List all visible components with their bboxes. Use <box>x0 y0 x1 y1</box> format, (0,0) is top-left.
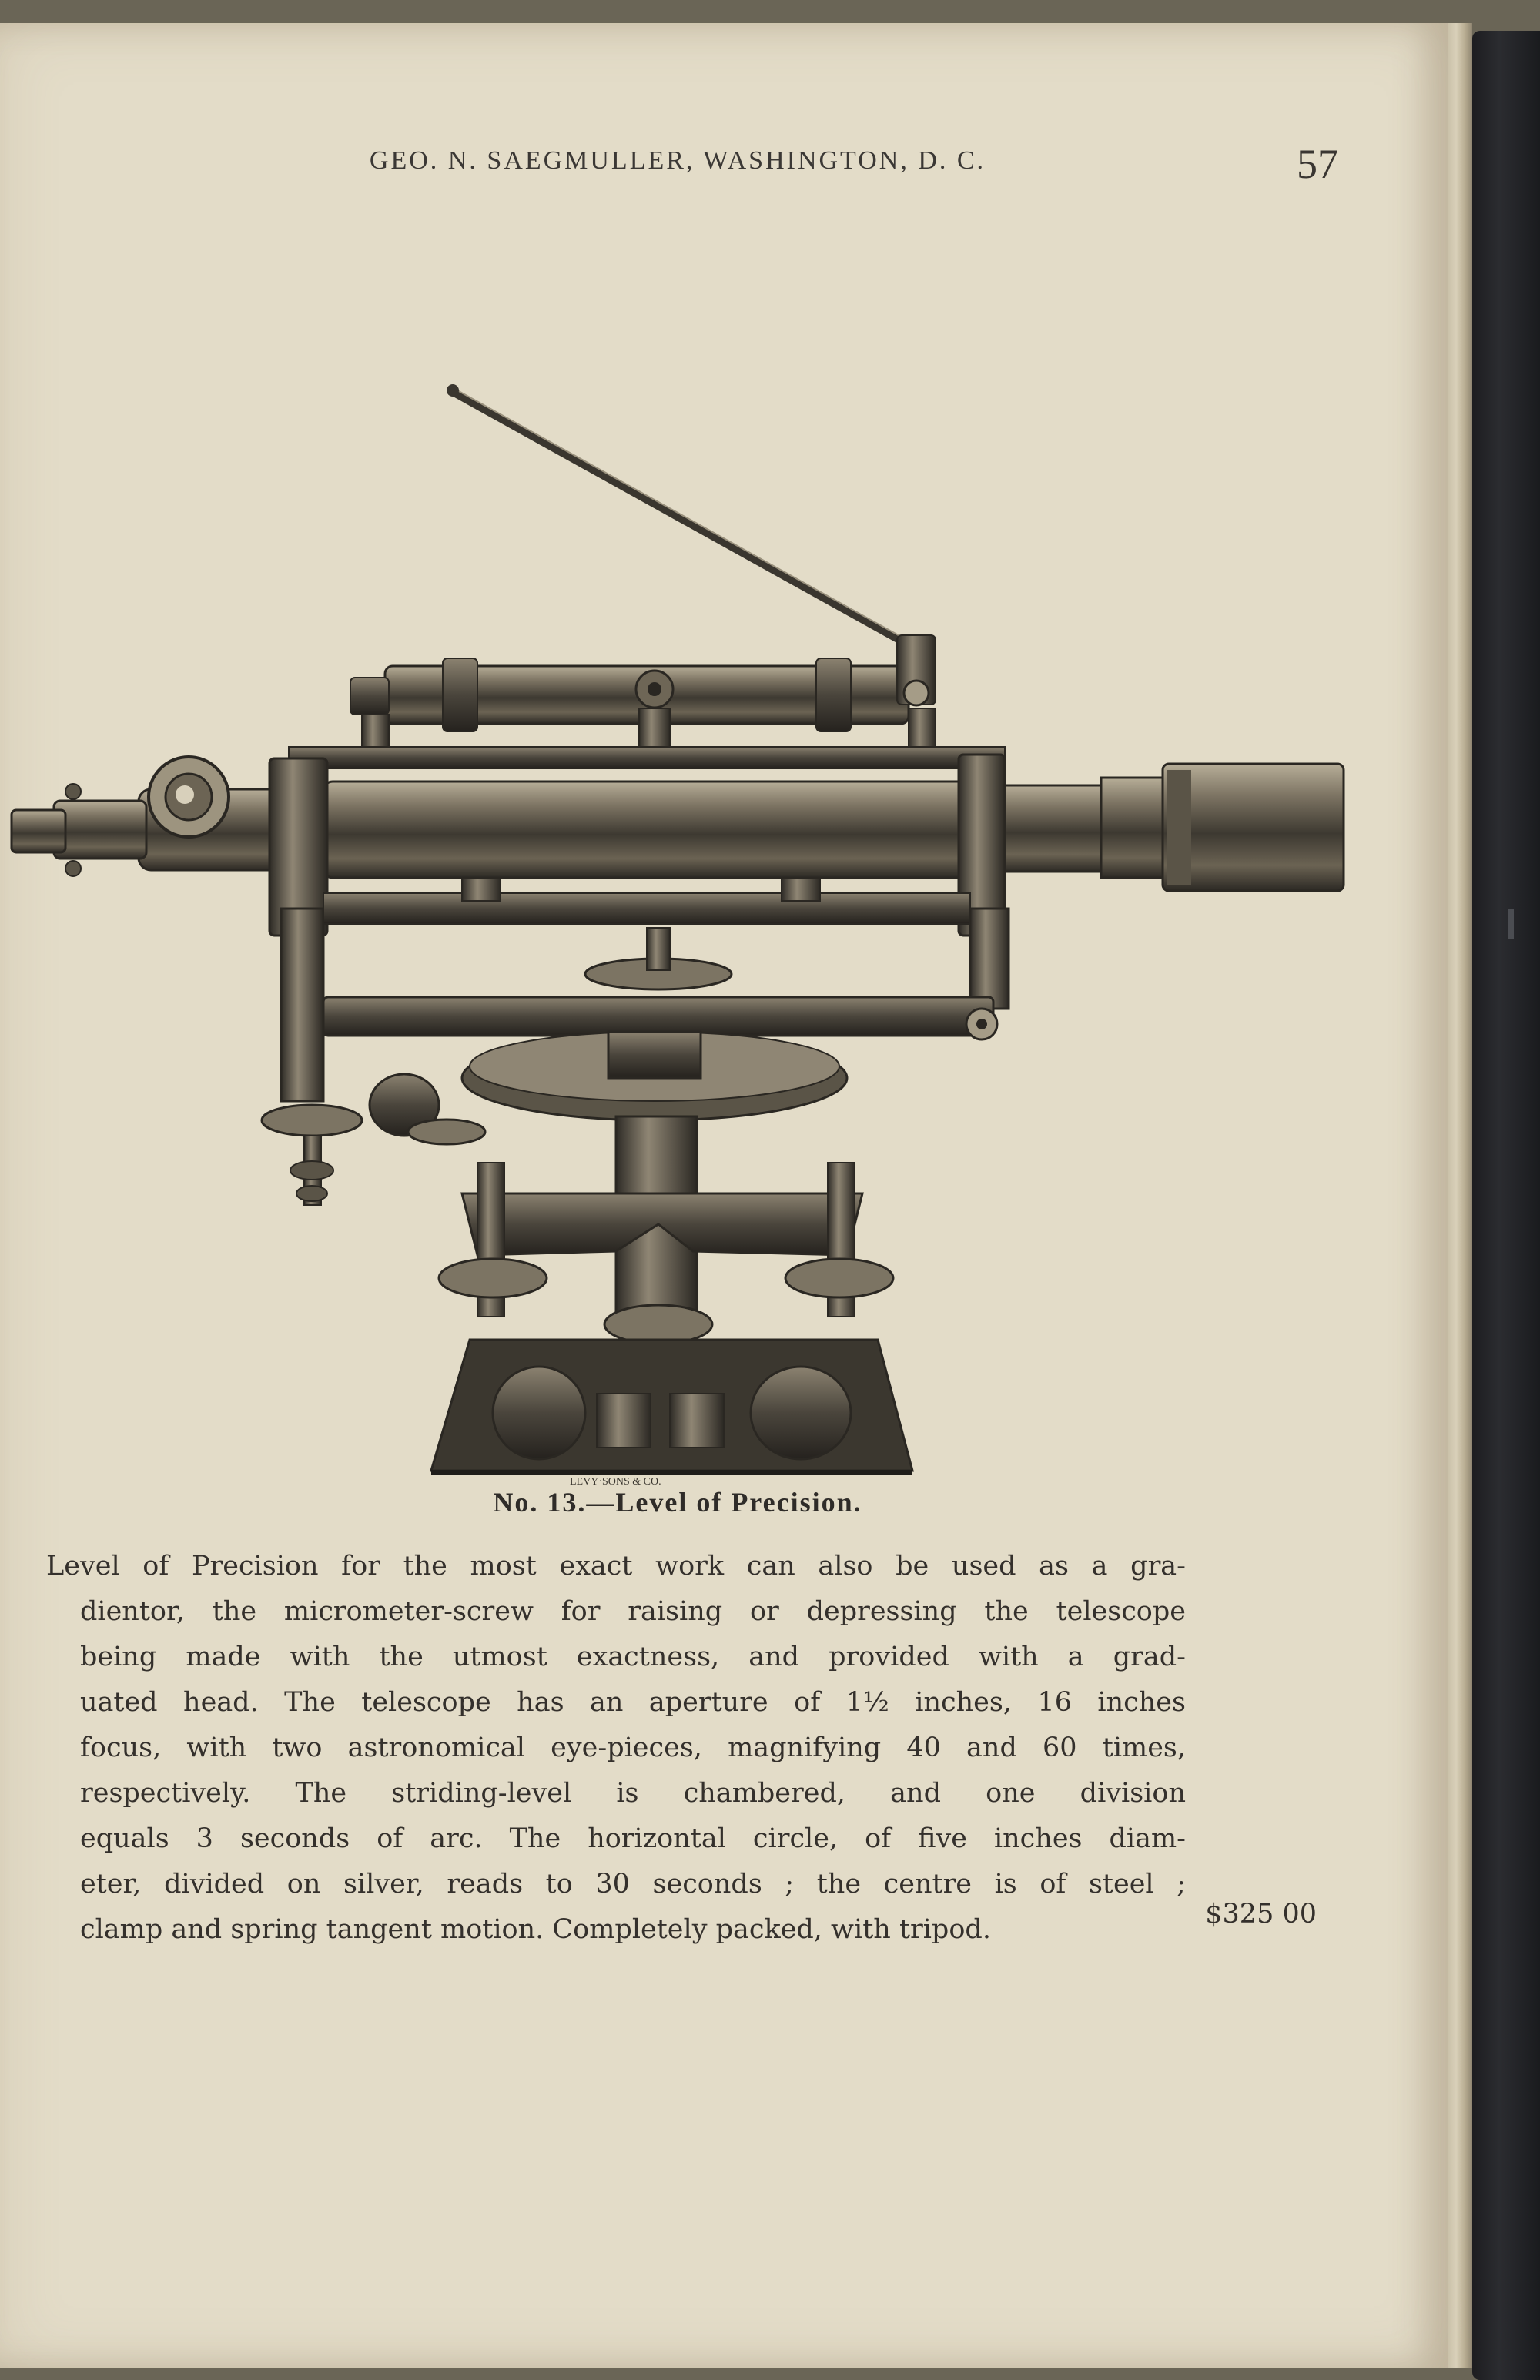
paragraph-line: uated head. The telescope has an aperture of 1½ inches, 16 inches <box>80 1687 1186 1718</box>
tangent-screw <box>262 1105 362 1205</box>
level-of-precision-illustration <box>0 370 1355 1486</box>
paragraph-line: equals 3 seconds of arc. The horizontal circle, of five inches diam- <box>80 1823 1186 1854</box>
book-spine <box>1472 31 1540 2380</box>
striding-level-vial <box>350 635 936 751</box>
base-plate <box>431 1340 912 1472</box>
horizontal-bar <box>323 997 993 1036</box>
frame-middle-bar <box>323 893 970 924</box>
frame-top-bar <box>289 747 1005 768</box>
paragraph-line: eter, divided on silver, reads to 30 seconds ; the centre is of steel ; <box>80 1869 1186 1900</box>
engraver-signature: LEVY·SONS & CO. <box>570 1476 661 1486</box>
spine-wear-mark <box>1508 909 1514 939</box>
paragraph-line: Level of Precision for the most exact work can also be used as a gra- <box>46 1551 1186 1582</box>
striding-level-arm <box>447 384 932 658</box>
description-paragraph <box>46 1544 1186 1953</box>
page-edge <box>1448 23 1472 2368</box>
paragraph-line: clamp and spring tangent motion. Completely packed, with tripod. <box>80 1914 991 1945</box>
paragraph-line: focus, with two astronomical eye-pieces, magnifying 40 and 60 times, <box>80 1732 1186 1763</box>
page-number: 57 <box>1297 141 1338 187</box>
horizontal-circle <box>462 1032 847 1120</box>
telescope-tube <box>323 764 1344 891</box>
figure-caption: No. 13.—Level of Precision. <box>493 1487 862 1518</box>
paragraph-line: being made with the utmost exactness, and provided with a grad- <box>80 1642 1186 1672</box>
paragraph-line: dientor, the micrometer-screw for raising or depressing the telescope <box>80 1596 1186 1627</box>
running-header: GEO. N. SAEGMULLER, WASHINGTON, D. C. <box>369 146 986 175</box>
paragraph-line: respectively. The striding-level is chambered, and one division <box>80 1778 1186 1809</box>
price: $325 00 <box>1205 1899 1317 1930</box>
